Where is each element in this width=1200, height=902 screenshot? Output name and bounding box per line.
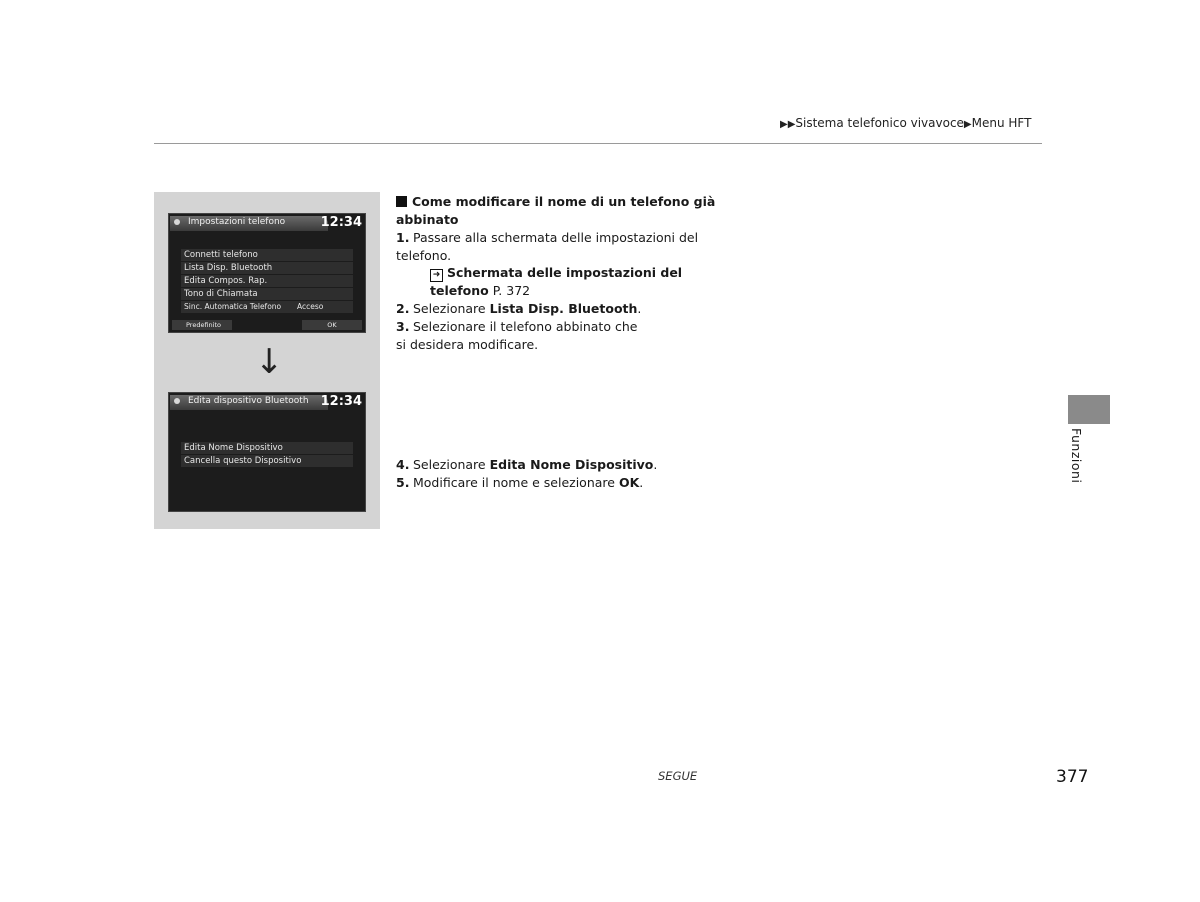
section-heading [396,193,716,229]
menu-item-delete-device: Cancella questo Dispositivo [181,455,353,467]
screen-clock: 12:34 [320,394,362,409]
screen-header [169,393,365,413]
breadcrumb-section: Sistema telefonico vivavoce [795,116,964,130]
step-text: Passare alla schermata delle impostazioni del telefono. [396,230,699,263]
step-bold-text: OK [618,475,640,490]
reference-page: P. 372 [492,283,531,298]
settings-menu-list [181,249,353,314]
edit-bluetooth-device-screen [168,392,366,512]
screen-title: Edita dispositivo Bluetooth [188,396,309,406]
menu-item-ringtone: Tono di Chiamata [181,288,353,300]
step-number: 4. [396,457,410,472]
reference-arrow-icon: ➜ [430,269,443,282]
page-number: 377 [1056,767,1089,787]
step-number: 5. [396,475,410,490]
chapter-tab [1068,395,1110,424]
default-button: Predefinito [172,320,232,330]
step-3 [396,318,651,354]
menu-item-edit-device-name: Edita Nome Dispositivo [181,442,353,454]
heading-text: Come modificare il nome di un telefono già abbinato [396,194,716,227]
square-bullet-icon [396,196,407,207]
step-text: Selezionare [413,301,490,316]
step-number: 3. [396,319,410,334]
screen-title: Impostazioni telefono [188,217,286,227]
chapter-label-text: Funzioni [1069,428,1084,484]
menu-item-connect-phone: Connetti telefono [181,249,353,261]
phone-settings-screen [168,213,366,333]
auto-sync-label: Sinc. Automatica Telefono [184,302,282,311]
step-bold-text: Lista Disp. Bluetooth [489,301,638,316]
step-number: 2. [396,301,410,316]
screen-clock: 12:34 [320,215,362,230]
breadcrumb [780,116,1031,130]
down-arrow-icon: ↓ [255,342,284,382]
menu-dot-icon [174,398,180,404]
screen-header [169,214,365,234]
menu-item-bluetooth-list: Lista Disp. Bluetooth [181,262,353,274]
step-1 [396,229,716,265]
triangle-icon: ▶ [963,119,972,130]
breadcrumb-subsection: Menu HFT [971,116,1032,130]
step-2: 2. Selezionare Lista Disp. Bluetooth. [396,301,642,316]
step-4: 4. Selezionare Edita Nome Dispositivo. [396,457,658,472]
step-text: Modificare il nome e selezionare [413,475,619,490]
step-5: 5. Modificare il nome e selezionare OK. [396,475,644,490]
step-bold-text: Edita Nome Dispositivo [489,457,654,472]
auto-sync-value: Acceso [297,302,324,311]
continued-label: SEGUE [658,769,698,783]
chapter-label [1062,428,1092,498]
step-text: Selezionare [413,457,490,472]
menu-item-auto-sync [181,301,353,313]
double-triangle-icon: ▶▶ [780,119,796,130]
header-divider [154,143,1042,144]
menu-dot-icon [174,219,180,225]
reference-title: Schermata delle impostazioni del telefono [430,265,683,298]
device-menu-list [181,442,353,468]
menu-item-speed-dial: Edita Compos. Rap. [181,275,353,287]
ok-button: OK [302,320,362,330]
cross-reference [430,264,690,300]
step-text: Selezionare il telefono abbinato che si desidera modificare. [396,319,638,352]
step-number: 1. [396,230,410,245]
